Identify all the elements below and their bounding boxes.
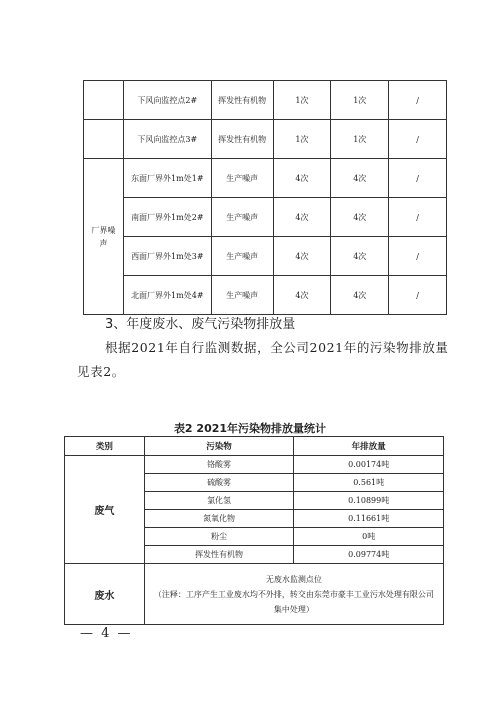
monitoring-point: 南面厂界外1m处2# [123,198,211,237]
table-row [84,81,447,120]
monitoring-point: 下风向监控点3# [123,120,211,159]
table-row [84,198,447,237]
body-paragraph: 根据2021年自行监测数据，全公司2021年的污染物排放量见表2。 [77,340,449,379]
remark-cell: / [389,276,447,315]
monitoring-point: 北面厂界外1m处4# [123,276,211,315]
monitoring-frequency-table [83,80,447,315]
table-row [84,159,447,198]
monitoring-item: 生产噪声 [211,198,273,237]
pollutant-cell: 铬酸雾 [144,456,294,474]
amount-cell: 0.09774吨 [294,546,444,564]
monitoring-point: 东面厂界外1m处1# [123,159,211,198]
frequency-cell: 4次 [331,276,389,315]
monitoring-item: 挥发性有机物 [211,120,273,159]
pollutant-cell: 粉尘 [144,528,294,546]
table-row [65,564,444,625]
pollutant-cell: 硫酸雾 [144,474,294,492]
frequency-cell: 4次 [331,159,389,198]
remark-cell: / [389,120,447,159]
monitoring-point: 下风向监控点2# [123,81,211,120]
table-row [84,237,447,276]
category-cell [84,120,124,159]
frequency-cell: 1次 [331,120,389,159]
category-cell [84,81,124,120]
frequency-cell: 1次 [273,120,331,159]
remark-cell: / [389,198,447,237]
amount-cell: 0.561吨 [294,474,444,492]
monitoring-item: 生产噪声 [211,159,273,198]
table-header-row [65,437,444,456]
monitoring-item: 生产噪声 [211,276,273,315]
frequency-cell: 4次 [273,276,331,315]
table-row [84,120,447,159]
pollutant-cell: 氮氧化物 [144,510,294,528]
frequency-cell: 4次 [273,198,331,237]
frequency-cell: 4次 [273,237,331,276]
water-category-cell: 废水 [65,564,145,625]
emissions-table [64,436,444,625]
frequency-cell: 4次 [331,237,389,276]
monitoring-item: 生产噪声 [211,237,273,276]
frequency-cell: 1次 [331,81,389,120]
gas-category-cell: 废气 [65,456,145,564]
frequency-cell: 4次 [273,159,331,198]
amount-cell: 0.10899吨 [294,492,444,510]
water-note-line: 无废水监测点位 [265,574,322,584]
water-note-cell [144,564,443,625]
table-caption: 表2 2021年污染物排放量统计 [173,422,327,435]
monitoring-item: 挥发性有机物 [211,81,273,120]
column-header: 年排放量 [294,437,444,456]
page-number: — 4 — [80,626,133,641]
amount-cell: 0.00174吨 [294,456,444,474]
remark-cell: / [389,237,447,276]
table-row [84,276,447,315]
frequency-cell: 4次 [331,198,389,237]
table-row [65,456,444,474]
monitoring-point: 西面厂界外1m处3# [123,237,211,276]
water-note-annotation: （注释：工序产生工业废水均不外排，转交由东莞市豪丰工业污水处理有限公司集中处理） [153,589,434,614]
column-header: 污染物 [144,437,294,456]
amount-cell: 0吨 [294,528,444,546]
pollutant-cell: 氯化氢 [144,492,294,510]
remark-cell: / [389,159,447,198]
section-heading: 3、年度废水、废气污染物排放量 [105,317,296,332]
frequency-cell: 1次 [273,81,331,120]
pollutant-cell: 挥发性有机物 [144,546,294,564]
remark-cell: / [389,81,447,120]
amount-cell: 0.11661吨 [294,510,444,528]
noise-category-cell: 厂界噪声 [84,159,124,315]
column-header: 类别 [65,437,145,456]
